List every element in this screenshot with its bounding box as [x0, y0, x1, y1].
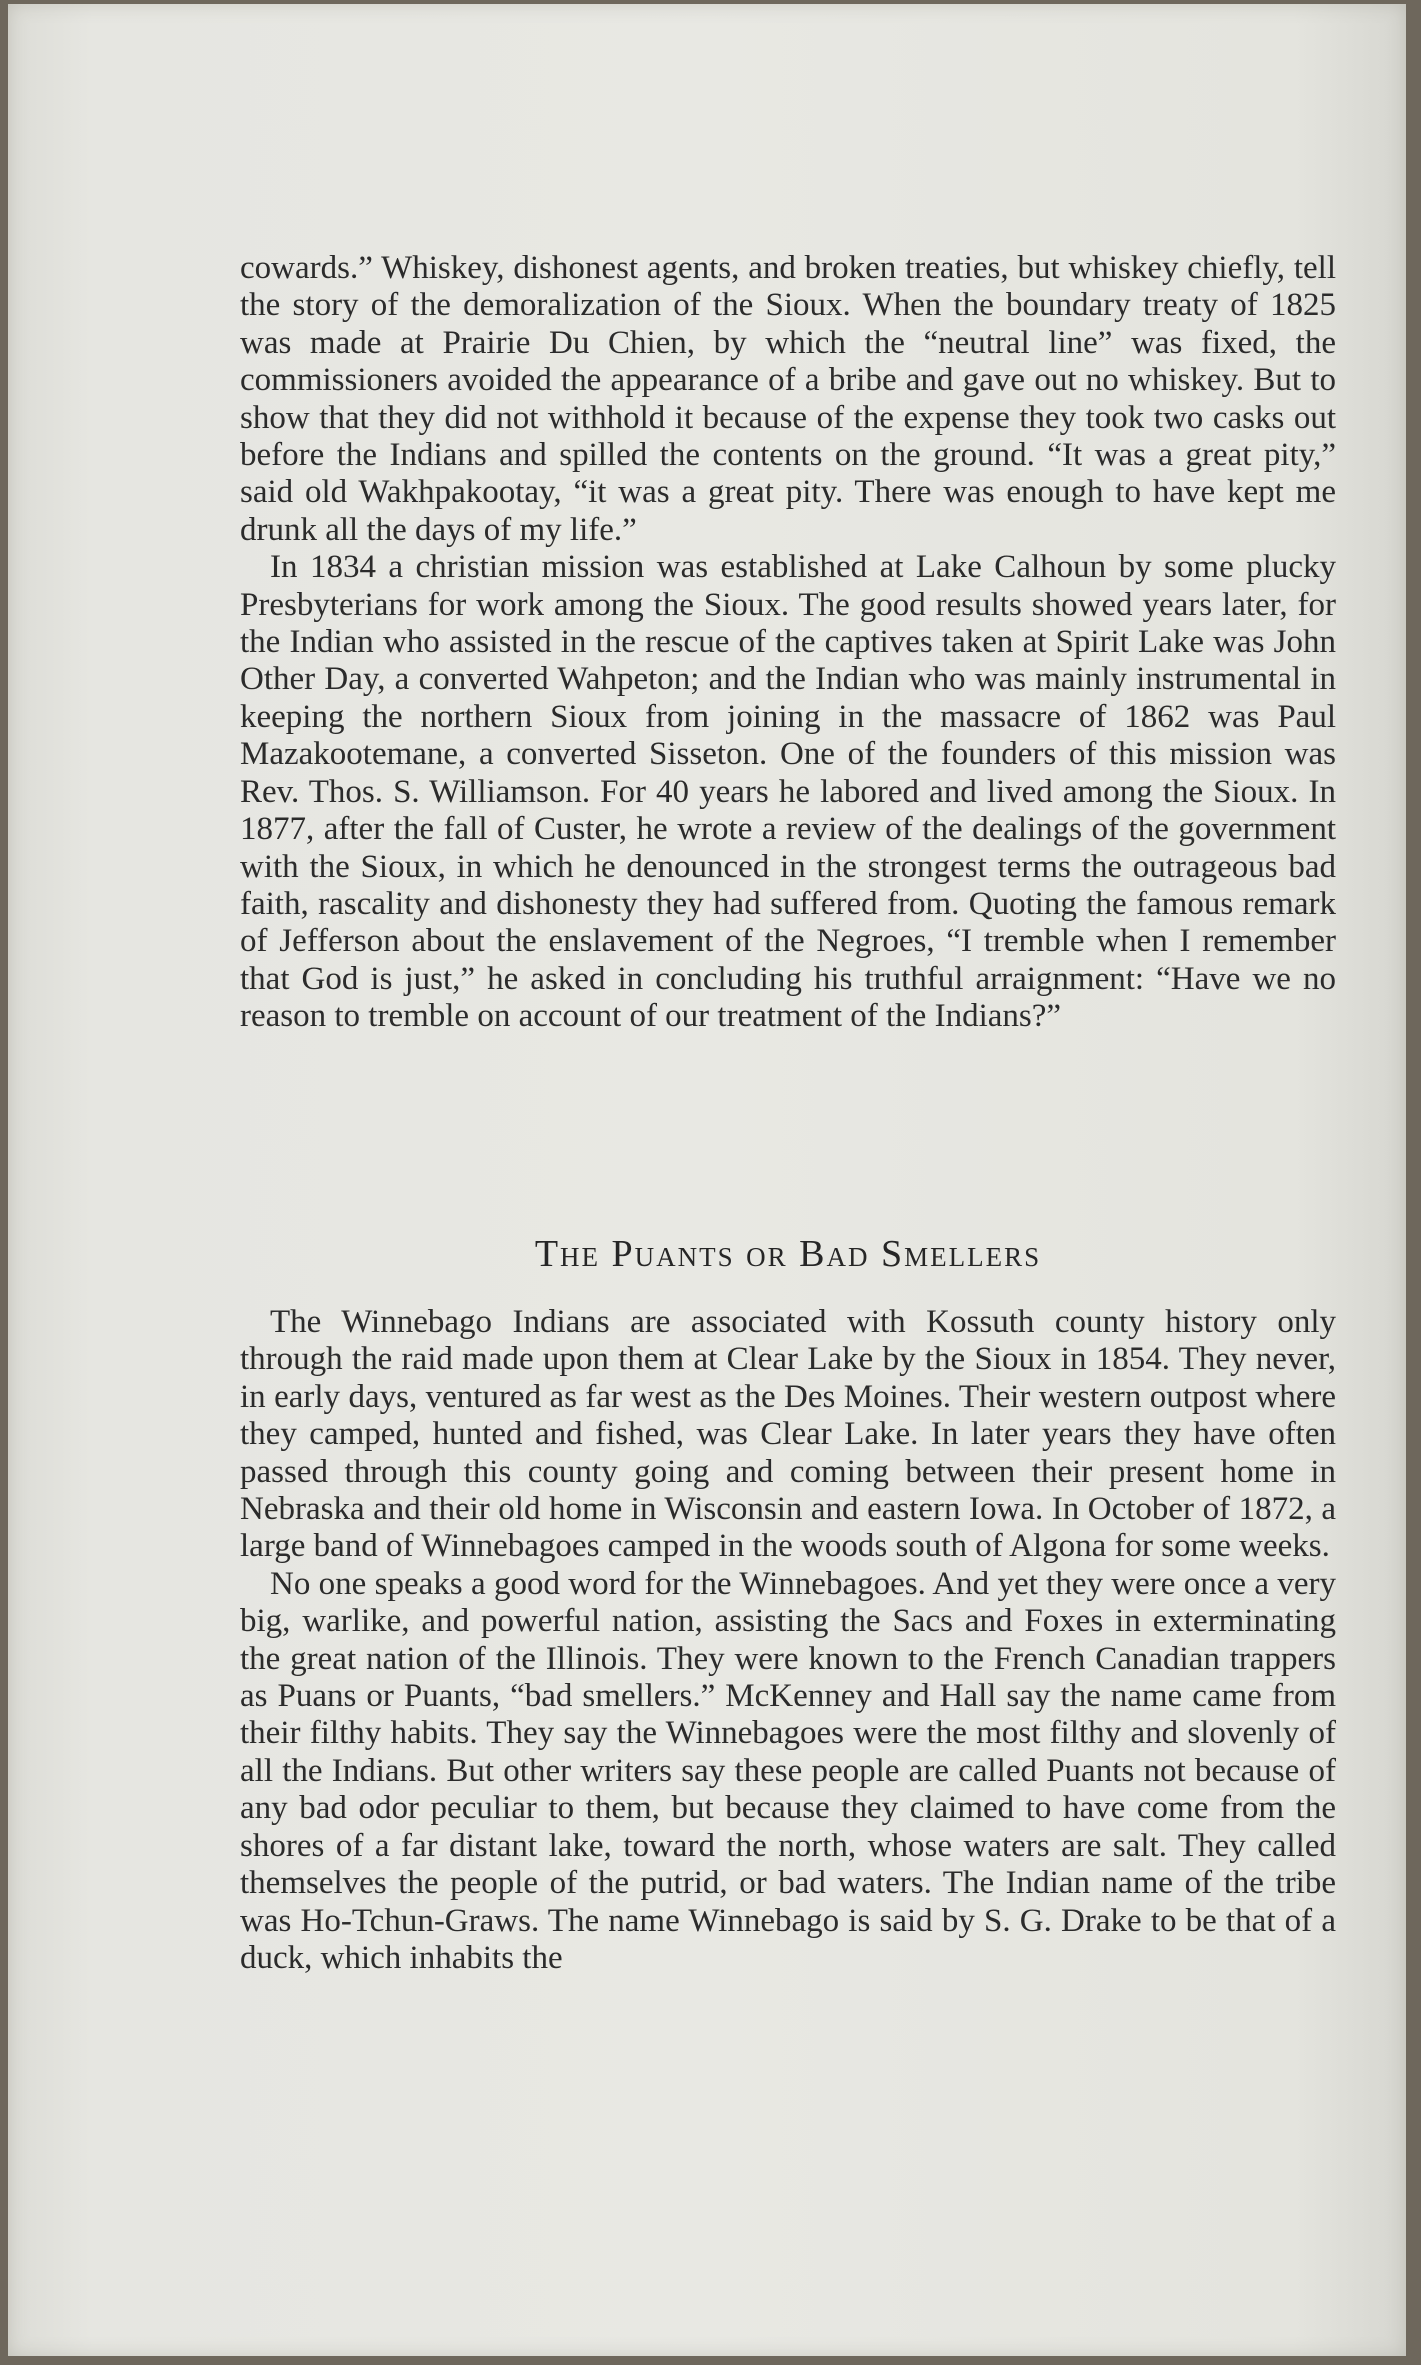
paragraph-whiskey: cowards.” Whiskey, dishonest agents, and broken treaties, but whiskey chiefly, tell the story of the demoralization of the Sioux. When the boundary treaty of 1825 was made at Prairie Du Chien, by which the “neutral line” was fixed, the commissioners avoided the appearance of a bribe and gave out no whiskey. But to show that they did not withhold it because of the expense they took two casks out before the Indians and spilled the contents on the ground. “It was a great pity,” said old Wakhpakootay, “it was a great pity. There was enough to have kept me drunk all the days of my life.”	[240, 250, 1336, 548]
text-block-bottom	[240, 1304, 1336, 1977]
paragraph-mission: In 1834 a christian mission was established at Lake Calhoun by some plucky Presbyterians for work among the Sioux. The good results showed years later, for the Indian who assisted in the rescue of the captives taken at Spirit Lake was John Other Day, a converted Wahpeton; and the Indian who was mainly instrumental in keeping the northern Sioux from joining in the massacre of 1862 was Paul Mazakootemane, a converted Sisseton. One of the founders of this mission was Rev. Thos. S. Williamson. For 40 years he labored and lived among the Sioux. In 1877, after the fall of Custer, he wrote a review of the dealings of the government with the Sioux, in which he denounced in the strongest terms the outrageous bad faith, rascality and dishonesty they had suffered from. Quoting the famous remark of Jefferson about the enslavement of the Negroes, “I tremble when I remember that God is just,” he asked in concluding his truthful arraignment: “Have we no reason to tremble on account of our treatment of the Indians?”	[240, 549, 1336, 1035]
text-block-top	[240, 250, 1336, 1036]
paragraph-winnebago-intro: The Winnebago Indians are associated with Kossuth county history only through the raid made upon them at Clear Lake by the Sioux in 1854. They never, in early days, ventured as far west as the Des Moines. Their western outpost where they camped, hunted and fished, was Clear Lake. In later years they have often passed through this county going and coming between their present home in Nebraska and their old home in Wisconsin and eastern Iowa. In October of 1872, a large band of Winnebagoes camped in the woods south of Algona for some weeks.	[240, 1304, 1336, 1565]
section-heading: The Puants or Bad Smellers	[534, 1233, 1042, 1275]
book-page	[8, 4, 1406, 2356]
paragraph-winnebago-puants: No one speaks a good word for the Winnebagoes. And yet they were once a very big, warlike, and powerful nation, assisting the Sacs and Foxes in exterminating the great nation of the Illinois. They were known to the French Canadian trappers as Puans or Puants, “bad smellers.” McKenney and Hall say the name came from their filthy habits. They say the Winnebagoes were the most filthy and slovenly of all the Indians. But other writers say these people are called Puants not because of any bad odor peculiar to them, but because they claimed to have come from the shores of a far distant lake, toward the north, whose waters are salt. They called themselves the people of the putrid, or bad waters. The Indian name of the tribe was Ho-Tchun-Graws. The name Winnebago is said by S. G. Drake to be that of a duck, which inhabits the	[240, 1565, 1336, 1976]
